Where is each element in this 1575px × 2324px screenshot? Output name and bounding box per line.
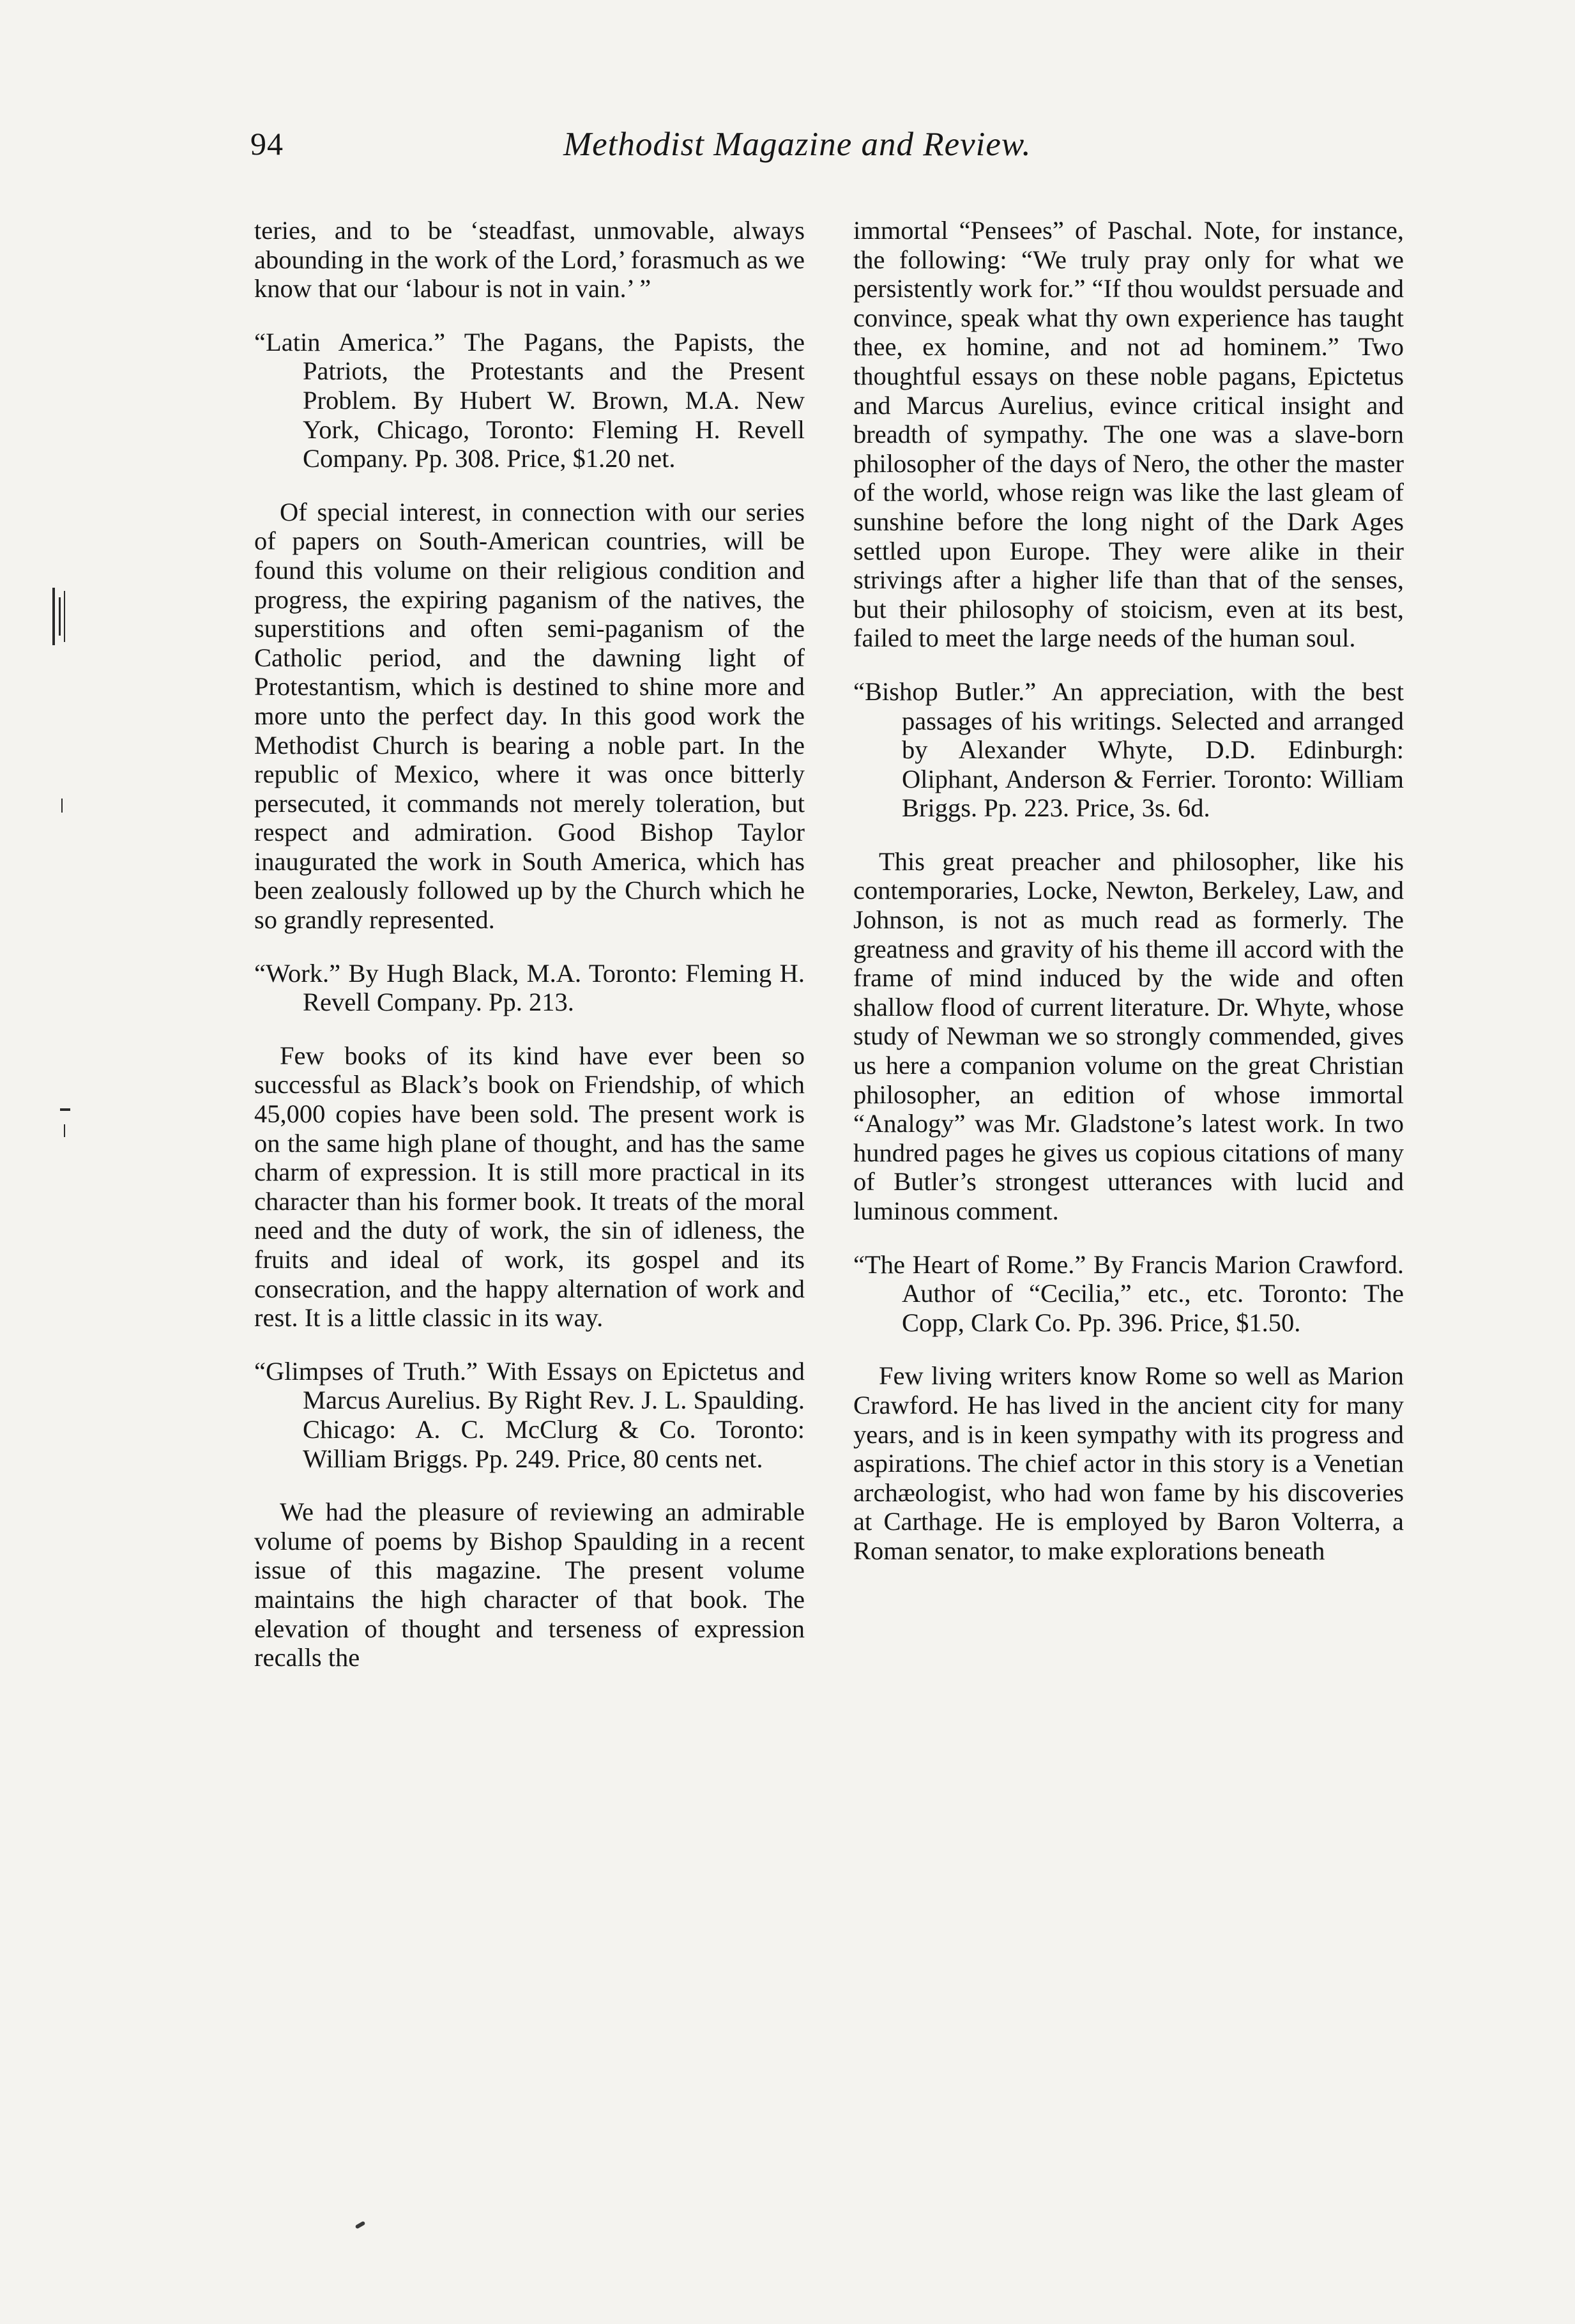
scan-margin-mark	[64, 1124, 65, 1137]
left-column	[254, 216, 805, 1697]
page-number: 94	[250, 126, 284, 162]
scan-margin-mark	[59, 597, 61, 636]
scan-margin-mark	[61, 799, 63, 813]
review-heading-work: “Work.” By Hugh Black, M.A. Toronto: Fleming H. Revell Company. Pp. 213.	[254, 958, 805, 1017]
continued-paragraph: immortal “Pensees” of Paschal. Note, for instance, the following: “We truly pray only for what we persistently work for.” “If thou wouldst persuade and convince, speak what thy own experience has taught thee, ex homine, and not ad hominem.” Two thoughtful essays on these noble pagans, Epictetus and Marcus Aurelius, evince critical insight and breadth of sympathy. The one was a slave-born philosopher of the days of Nero, the other the master of the world, whose reign was like the last gleam of sunshine before the long night of the Dark Ages settled upon Europe. They were alike in their strivings after a higher life than that of the senses, but their philosophy of stoicism, even at its best, failed to meet the large needs of the human soul.	[853, 216, 1404, 653]
right-column	[853, 216, 1404, 1590]
scan-margin-mark	[64, 591, 65, 642]
review-paragraph: Few books of its kind have ever been so successful as Black’s book on Friendship, of which 45,000 copies have been sold. The present work is on the same high plane of thought, and has the same charm of expression. It is still more practical in its character than his former book. It treats of the moral need and the duty of work, the sin of idleness, the fruits and ideal of work, its gospel and its consecration, and the happy alternation of work and rest. It is a little classic in its way.	[254, 1041, 805, 1333]
review-heading-bishop-butler: “Bishop Butler.” An appreciation, with the best passages of his writings. Selected and arranged by Alexander Whyte, D.D. Edinburgh: Oliphant, Anderson & Ferrier. Toronto: William Briggs. Pp. 223. Price, 3s. 6d.	[853, 677, 1404, 823]
review-heading-glimpses-of-truth: “Glimpses of Truth.” With Essays on Epictetus and Marcus Aurelius. By Right Rev. J. L. Spaulding. Chicago: A. C. McClurg & Co. Toronto: William Briggs. Pp. 249. Price, 80 cents net.	[254, 1356, 805, 1473]
review-heading-heart-of-rome: “The Heart of Rome.” By Francis Marion Crawford. Author of “Cecilia,” etc., etc. Toronto: The Copp, Clark Co. Pp. 396. Price, $1.50.	[853, 1250, 1404, 1337]
page-header	[250, 125, 1387, 176]
continued-paragraph: teries, and to be ‘steadfast, unmovable, always abounding in the work of the Lord,’ forasmuch as we know that our ‘labour is not in vain.’ ”	[254, 216, 805, 303]
review-paragraph: This great preacher and philosopher, like his contemporaries, Locke, Newton, Berkeley, Law, and Johnson, is not as much read as formerly. The greatness and gravity of his theme ill accord with the frame of mind induced by the wide and often shallow flood of current literature. Dr. Whyte, whose study of Newman we so strongly commended, gives us here a companion volume on the great Christian philosopher, an edition of whose immortal “Analogy” was Mr. Gladstone’s latest work. In two hundred pages he gives us copious citations of many of Butler’s strongest utterances with lucid and luminous comment.	[853, 846, 1404, 1225]
review-paragraph: We had the pleasure of reviewing an admirable volume of poems by Bishop Spaulding in a recent issue of this magazine. The present volume maintains the high character of that book. The elevation of thought and terseness of expression recalls the	[254, 1497, 805, 1672]
running-title: Methodist Magazine and Review.	[563, 126, 1031, 163]
scan-speck	[355, 2221, 366, 2229]
scan-margin-mark	[60, 1108, 70, 1111]
review-heading-latin-america: “Latin America.” The Pagans, the Papists, the Patriots, the Protestants and the Present Problem. By Hubert W. Brown, M.A. New York, Chicago, Toronto: Fleming H. Revell Company. Pp. 308. Price, $1.20 net.	[254, 327, 805, 473]
review-paragraph: Few living writers know Rome so well as Marion Crawford. He has lived in the ancient city for many years, and is in keen sympathy with its progress and aspirations. The chief actor in this story is a Venetian archæologist, who had won fame by his discoveries at Carthage. He is employed by Baron Volterra, a Roman senator, to make explorations beneath	[853, 1361, 1404, 1565]
review-paragraph: Of special interest, in connection with our series of papers on South-American countries, will be found this volume on their religious condition and progress, the expiring paganism of the natives, the superstitions and often semi-paganism of the Catholic period, and the dawning light of Protestantism, which is destined to shine more and more unto the perfect day. In this good work the Methodist Church is bearing a noble part. In the republic of Mexico, where it was once bitterly persecuted, it commands not merely toleration, but respect and admiration. Good Bishop Taylor inaugurated the work in South America, which has been zealously followed up by the Church which he so grandly represented.	[254, 497, 805, 935]
scan-margin-mark	[52, 588, 55, 645]
